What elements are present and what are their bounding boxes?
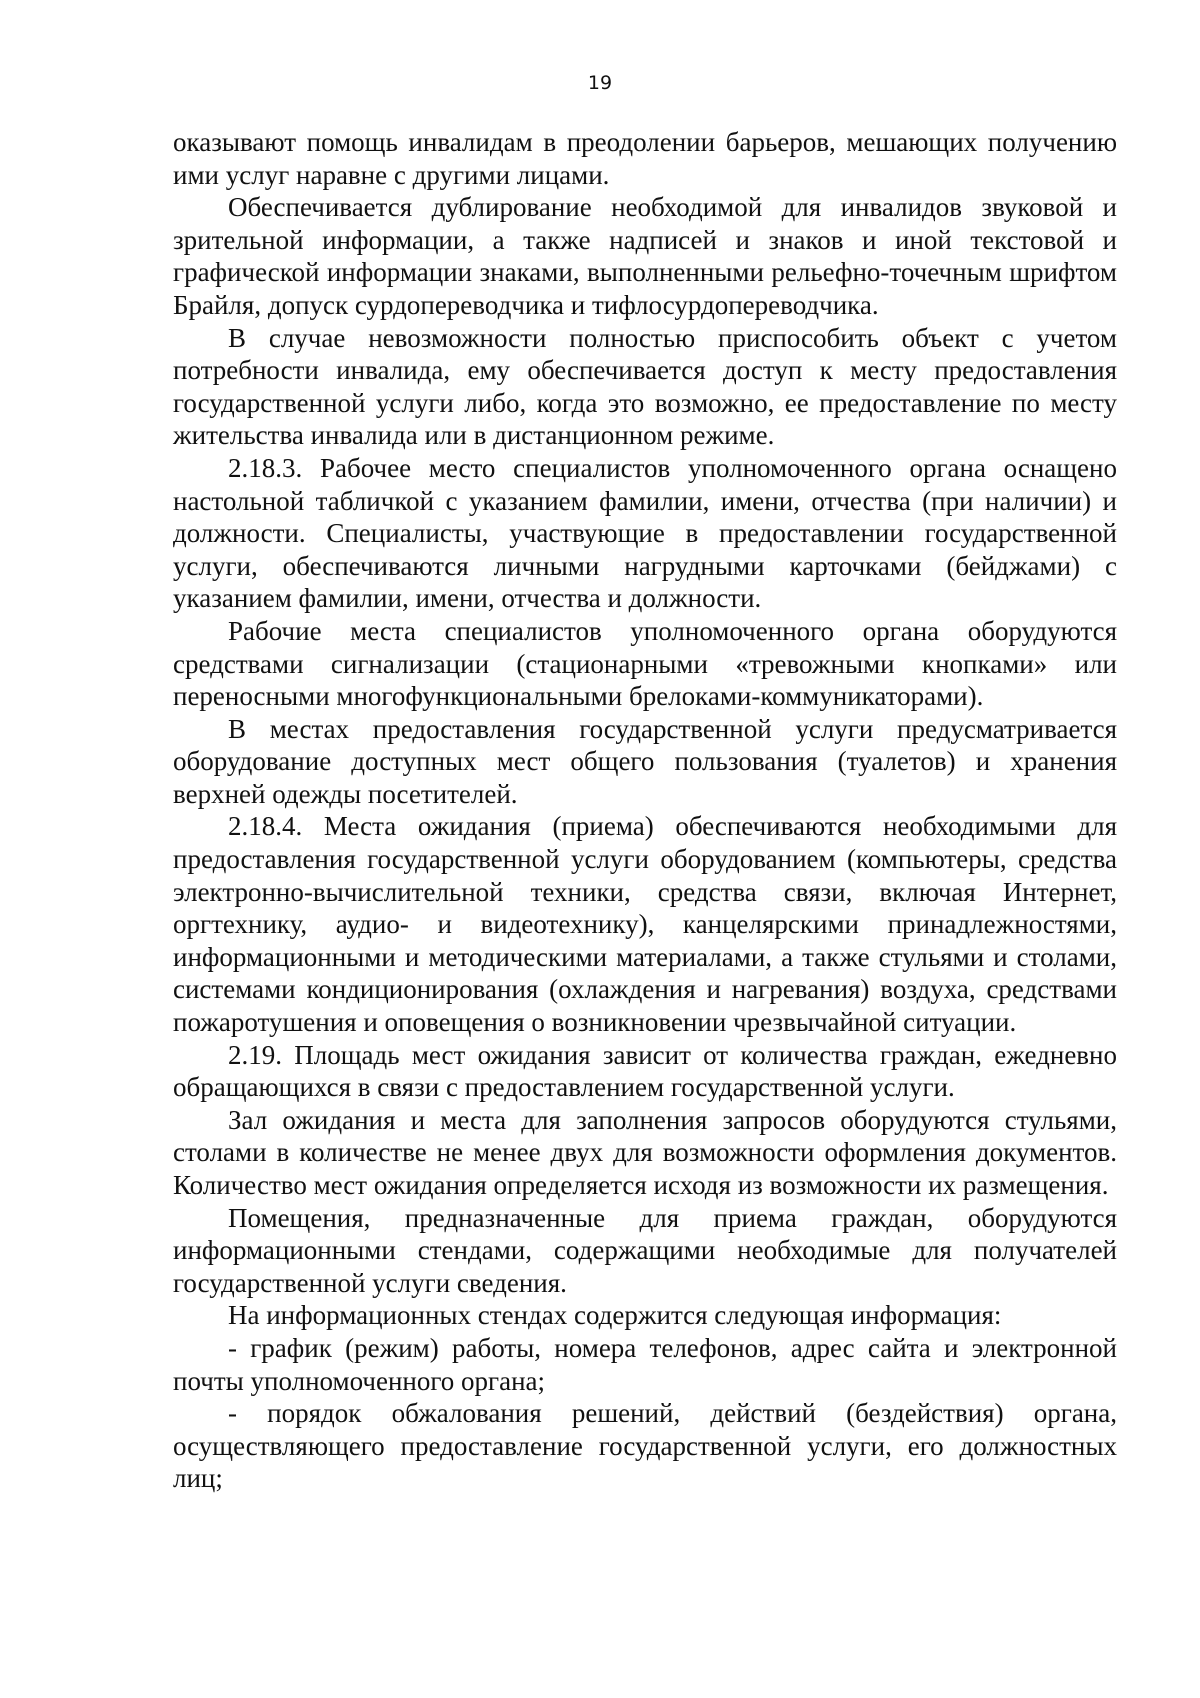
paragraph: 2.18.4. Места ожидания (приема) обеспечиваются необходимыми для предоставления государственной услуги оборудованием (компьютеры, средства электронно-вычислительной техники, средства связи, включая Интернет, оргтехнику, аудио- и видеотехнику), канцелярскими принадлежностями, информационными и методическими материалами, а также стульями и столами, системами кондиционирования (охлаждения и нагревания) воздуха, средствами пожаротушения и оповещения о возникновении чрезвычайной ситуации. [173, 811, 1117, 1038]
list-item: - порядок обжалования решений, действий (бездействия) органа, осуществляющего предоставление государственной услуги, его должностных лиц; [173, 1398, 1117, 1494]
paragraph: Обеспечивается дублирование необходимой для инвалидов звуковой и зрительной информации, а также надписей и знаков и иной текстовой и графической информации знаками, выполненными рельефно-точечным шрифтом Брайля, допуск сурдопереводчика и тифлосурдопереводчика. [173, 192, 1117, 320]
paragraph: 2.19. Площадь мест ожидания зависит от количества граждан, ежедневно обращающихся в связи с предоставлением государственной услуги. [173, 1039, 1117, 1103]
paragraph: 2.18.3. Рабочее место специалистов уполномоченного органа оснащено настольной табличкой с указанием фамилии, имени, отчества (при наличии) и должности. Специалисты, участвующие в предоставлении государственной услуги, обеспечиваются личными нагрудными карточками (бейджами) с указанием фамилии, имени, отчества и должности. [173, 452, 1117, 614]
paragraph: оказывают помощь инвалидам в преодолении барьеров, мешающих получению ими услуг наравне с другими лицами. [173, 127, 1117, 190]
paragraph: На информационных стендах содержится следующая информация: [228, 1300, 1002, 1331]
paragraph: Помещения, предназначенные для приема граждан, оборудуются информационными стендами, содержащими необходимые для получателей государственной услуги сведения. [173, 1202, 1117, 1298]
paragraph: Рабочие места специалистов уполномоченного органа оборудуются средствами сигнализации (стационарными «тревожными кнопками» или переносными многофункциональными брелоками-коммуникаторами). [173, 615, 1117, 712]
paragraph: В местах предоставления государственной услуги предусматривается оборудование доступных мест общего пользования (туалетов) и хранения верхней одежды посетителей. [173, 713, 1117, 809]
document-body [173, 126, 1117, 1495]
paragraph: В случае невозможности полностью приспособить объект с учетом потребности инвалида, ему обеспечивается доступ к месту предоставления государственной услуги либо, когда это возможно, ее предоставление по месту жительства инвалида или в дистанционном режиме. [173, 322, 1117, 451]
paragraph: Зал ожидания и места для заполнения запросов оборудуются стульями, столами в количестве не менее двух для возможности оформления документов. Количество мест ожидания определяется исходя из возможности их размещения. [173, 1104, 1117, 1200]
list-item: - график (режим) работы, номера телефонов, адрес сайта и электронной почты уполномоченного органа; [173, 1332, 1117, 1396]
page-number: 19 [587, 72, 613, 94]
